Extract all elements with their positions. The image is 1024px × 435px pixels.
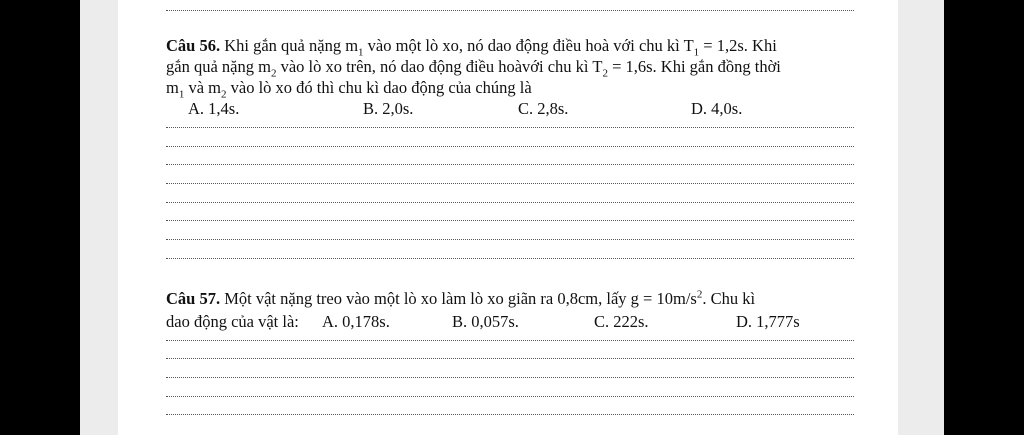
q57-line-2: dao động của vật là: (166, 312, 299, 331)
answer-line (166, 10, 854, 11)
q56-line-1: Câu 56. Khi gắn quả nặng $m_1$ vào một lò xo, nó dao động điều hoà với chu kì $T_1 = 1,2s$. Khi (166, 36, 777, 59)
answer-line (166, 239, 854, 240)
q56-option-d: D. 4,0s. (691, 99, 743, 118)
q56-option-b: B. 2,0s. (363, 99, 414, 118)
document-page (118, 0, 898, 435)
answer-line (166, 183, 854, 184)
q57-option-c: C. 222s. (594, 312, 649, 331)
q57-number: Câu 57. (166, 289, 221, 308)
answer-line (166, 146, 854, 147)
answer-line (166, 358, 854, 359)
q56-line-3: $m_1$ và $m_2$ vào lò xo đó thì chu kì dao động của chúng là (166, 78, 532, 101)
q56-line-2: gắn quả nặng $m_2$ vào lò xo trên, nó dao động điều hoàvới chu kì $T_2 = 1,6s$. Khi gắn đồng thời (166, 57, 781, 80)
answer-line (166, 202, 854, 203)
answer-line (166, 340, 854, 341)
q57-option-d: D. 1,777s (736, 312, 800, 331)
q57-line-1: Câu 57. Một vật nặng treo vào một lò xo làm lò xo giãn ra 0,8cm, lấy $g = 10m/s^2$. Chu kì (166, 288, 756, 308)
answer-line (166, 127, 854, 128)
q56-number: Câu 56. (166, 36, 221, 55)
answer-line (166, 396, 854, 397)
answer-line (166, 377, 854, 378)
q57-option-b: B. 0,057s. (452, 312, 519, 331)
answer-line (166, 414, 854, 415)
answer-line (166, 220, 854, 221)
q57-option-a: A. 0,178s. (322, 312, 390, 331)
q56-option-a: A. 1,4s. (188, 99, 240, 118)
answer-line (166, 258, 854, 259)
q56-option-c: C. 2,8s. (518, 99, 569, 118)
answer-line (166, 164, 854, 165)
